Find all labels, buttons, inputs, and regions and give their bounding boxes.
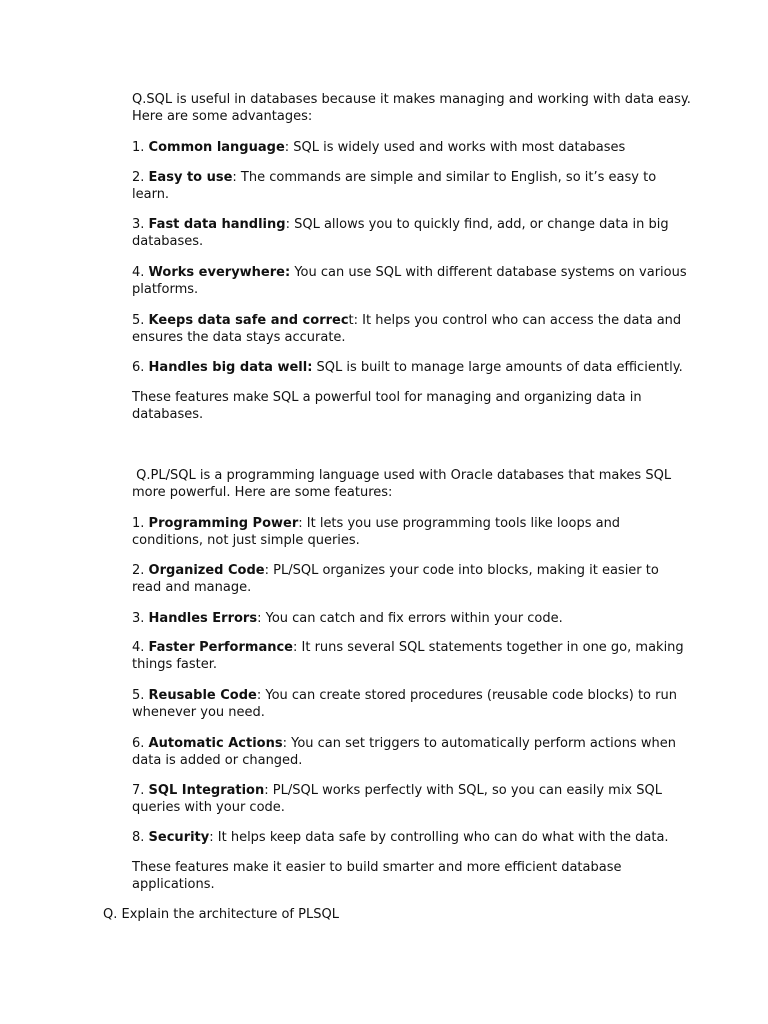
item-text: : PL/SQL organizes your code into blocks, making it easier to read and manage. (132, 563, 659, 595)
item-title: Handles Errors (148, 611, 258, 626)
sql-advantage-item (132, 139, 692, 156)
sql-advantage-item (132, 264, 692, 298)
item-title: Programming Power (148, 516, 299, 531)
item-text: : SQL is widely used and works with most databases (284, 140, 626, 155)
item-text: SQL is built to manage large amounts of data efficiently. (312, 360, 683, 375)
plsql-feature-item (132, 610, 692, 627)
item-text: : PL/SQL works perfectly with SQL, so you can easily mix SQL queries with your code. (132, 783, 662, 815)
item-number: 6. (132, 360, 149, 375)
item-title: Handles big data well: (148, 360, 313, 375)
architecture-question: Q. Explain the architecture of PLSQL (103, 907, 339, 922)
sql-advantage-item (132, 359, 692, 376)
plsql-feature-item (132, 515, 692, 549)
plsql-intro-paragraph: Q.PL/SQL is a programming language used with Oracle databases that makes SQL more powerful. Here are some features: (132, 468, 676, 500)
sql-advantage-item (132, 312, 692, 346)
item-title: Fast data handling (148, 217, 286, 232)
item-text: : It helps keep data safe by controlling who can do what with the data. (209, 830, 669, 845)
item-number: 8. (132, 830, 149, 845)
item-title: Faster Performance (148, 640, 293, 655)
item-title: Security (148, 830, 210, 845)
item-title: Organized Code (148, 563, 265, 578)
item-number: 7. (132, 783, 149, 798)
item-number: 3. (132, 217, 149, 232)
item-number: 2. (132, 563, 149, 578)
plsql-feature-item (132, 687, 692, 721)
item-title: Automatic Actions (148, 736, 283, 751)
item-title: SQL Integration (148, 783, 265, 798)
item-title: Works everywhere: (148, 265, 291, 280)
item-number: 5. (132, 313, 149, 328)
item-number: 5. (132, 688, 149, 703)
item-title: Common language (148, 140, 285, 155)
item-number: 1. (132, 516, 149, 531)
plsql-conclusion-paragraph: These features make it easier to build smarter and more efficient database applications. (132, 860, 622, 892)
plsql-feature-item (132, 562, 692, 596)
item-title: Easy to use (148, 170, 233, 185)
item-number: 6. (132, 736, 149, 751)
item-text: You can use SQL with different database systems on various platforms. (132, 265, 687, 297)
item-text: : It runs several SQL statements together in one go, making things faster. (132, 640, 684, 672)
plsql-feature-item (132, 735, 692, 769)
sql-advantage-item (132, 169, 692, 203)
item-text: : You can set triggers to automatically perform actions when data is added or changed. (132, 736, 676, 768)
item-number: 4. (132, 640, 149, 655)
plsql-feature-item (132, 639, 692, 673)
item-number: 3. (132, 611, 149, 626)
plsql-feature-item (132, 829, 692, 846)
item-number: 4. (132, 265, 149, 280)
plsql-feature-item (132, 782, 692, 816)
item-text: : You can create stored procedures (reusable code blocks) to run whenever you need. (132, 688, 677, 720)
item-title: Reusable Code (148, 688, 257, 703)
sql-conclusion-paragraph: These features make SQL a powerful tool for managing and organizing data in databases. (132, 390, 642, 422)
item-number: 1. (132, 140, 149, 155)
item-number: 2. (132, 170, 149, 185)
sql-intro-paragraph: Q.SQL is useful in databases because it makes managing and working with data easy. Here are some advantages: (132, 92, 691, 124)
item-text: : You can catch and fix errors within your code. (257, 611, 563, 626)
item-text: : SQL allows you to quickly find, add, or change data in big databases. (132, 217, 669, 249)
item-text: : It lets you use programming tools like loops and conditions, not just simple queries. (132, 516, 621, 548)
item-text: t: It helps you control who can access the data and ensures the data stays accurate. (132, 313, 682, 345)
item-title: Keeps data safe and correc (148, 313, 349, 328)
item-text: : The commands are simple and similar to English, so it’s easy to learn. (132, 170, 657, 202)
sql-advantage-item (132, 216, 692, 250)
